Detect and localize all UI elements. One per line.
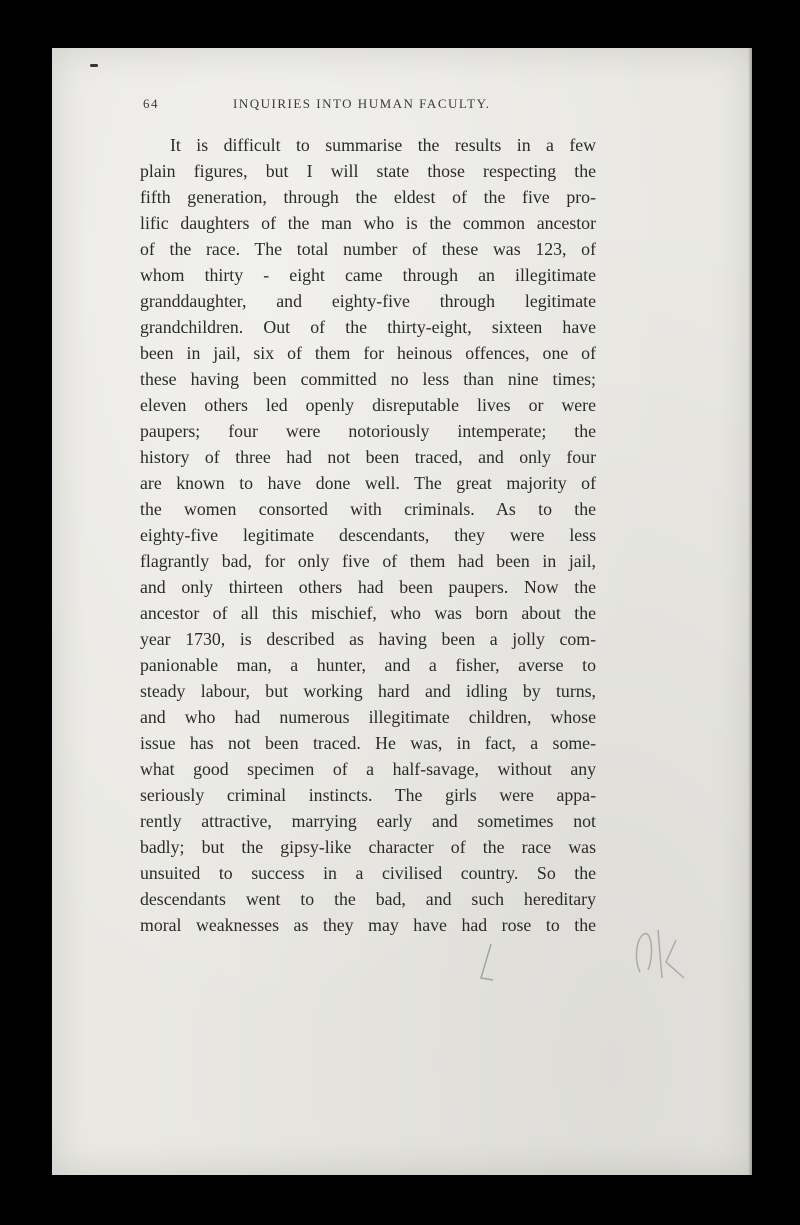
page-number: 64: [143, 96, 159, 111]
pencil-annotation: [632, 920, 692, 980]
text-line: eleven others led openly disreputable lives or were: [140, 395, 596, 415]
text-line: grandchildren. Out of the thirty-eight, sixteen have: [140, 317, 596, 337]
text-line: these having been committed no less than nine times;: [140, 369, 596, 389]
ink-speck: [90, 64, 98, 67]
text-line: plain figures, but I will state those respecting the: [140, 161, 596, 181]
text-line: unsuited to success in a civilised country. So the: [140, 863, 596, 883]
text-line: issue has not been traced. He was, in fact, a some-: [140, 733, 596, 753]
text-line: the women consorted with criminals. As to the: [140, 499, 596, 519]
text-line: lific daughters of the man who is the common ancestor: [140, 213, 596, 233]
text-line: whom thirty - eight came through an illegitimate: [140, 265, 596, 285]
text-line: descendants went to the bad, and such hereditary: [140, 889, 596, 909]
text-line: It is difficult to summarise the results in a few: [170, 135, 596, 155]
text-line: rently attractive, marrying early and sometimes not: [140, 811, 596, 831]
text-line: and who had numerous illegitimate children, whose: [140, 707, 596, 727]
text-line: seriously criminal instincts. The girls were appa-: [140, 785, 596, 805]
text-line: paupers; four were notoriously intemperate; the: [140, 421, 596, 441]
text-line: eighty-five legitimate descendants, they were less: [140, 525, 596, 545]
running-title: INQUIRIES INTO HUMAN FACULTY.: [233, 96, 491, 111]
page-edge-shadow: [748, 48, 752, 1175]
text-line: flagrantly bad, for only five of them had been in jail,: [140, 551, 596, 571]
body-paragraph: [140, 132, 596, 938]
text-line: granddaughter, and eighty-five through legitimate: [140, 291, 596, 311]
text-line: panionable man, a hunter, and a fisher, averse to: [140, 655, 596, 675]
text-line: badly; but the gipsy-like character of the race was: [140, 837, 596, 857]
text-line: are known to have done well. The great majority of: [140, 473, 596, 493]
text-line: been in jail, six of them for heinous offences, one of: [140, 343, 596, 363]
text-line: and only thirteen others had been paupers. Now the: [140, 577, 596, 597]
pencil-caret-mark: [475, 940, 495, 1000]
text-line: fifth generation, through the eldest of the five pro-: [140, 187, 596, 207]
text-line: moral weaknesses as they may have had rose to the: [140, 915, 596, 935]
text-line: what good specimen of a half-savage, without any: [140, 759, 596, 779]
text-line: of the race. The total number of these was 123, of: [140, 239, 596, 259]
text-line: ancestor of all this mischief, who was born about the: [140, 603, 596, 623]
text-line: history of three had not been traced, and only four: [140, 447, 596, 467]
text-line: steady labour, but working hard and idling by turns,: [140, 681, 596, 701]
text-line: year 1730, is described as having been a jolly com-: [140, 629, 596, 649]
